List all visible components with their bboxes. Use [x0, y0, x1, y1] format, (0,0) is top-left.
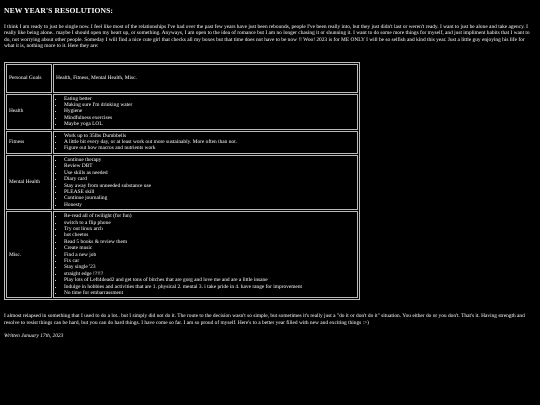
- list-item: • switch to a flip phone: [64, 220, 355, 226]
- list-item: • Find a new job: [64, 252, 355, 258]
- table-row: [6, 131, 358, 154]
- list-item: • straight edge !?!!?: [64, 271, 355, 277]
- list-item: • Eating better: [64, 96, 355, 102]
- table-row: [6, 94, 358, 130]
- list-item: • Fix car: [64, 258, 355, 264]
- list-item: • Stay single '23: [64, 264, 355, 270]
- list-item: • Mindfulness exercises: [64, 115, 355, 121]
- list-item: • Read 5 books & review them: [64, 239, 355, 245]
- table-header-row: [6, 64, 358, 93]
- goal-list: [56, 157, 355, 208]
- goals-table: [4, 62, 360, 301]
- items-cell: [53, 131, 358, 154]
- list-item: • PLEASE skill: [64, 189, 355, 195]
- list-item: • Work up to 35lbs Dumbbells: [64, 133, 355, 139]
- items-cell: [53, 94, 358, 130]
- signature: Written January 17th, 2023: [4, 333, 64, 340]
- goal-list: [56, 213, 355, 296]
- header-value-cell: Health, Fitness, Mental Health, Misc.: [53, 64, 358, 93]
- list-item: • Re-read all of twilight (for fun): [64, 213, 355, 219]
- items-cell: [53, 211, 358, 298]
- list-item: • Hygiene: [64, 108, 355, 114]
- list-item: • Honesty: [64, 202, 355, 208]
- list-item: • Try out linux arch: [64, 226, 355, 232]
- category-cell: Misc.: [6, 211, 52, 298]
- intro-paragraph: I think I am ready to just be single now. I feel like most of the relationships I've had over the past few years have just been rebounds, people I've been really into, but they just didn't last or weren't ready. I want to just be alone and take agency. I really like being alone.. maybe I should open my heart up, or something. Anyways, I am open to the idea of romance but I am no longer chasing it or shunning it. I want to do some more things for myself, and just impliment habits that I want to do, not worrying about other people. Someday I will find a nice cute girl that checks all my boxes but that time does not have to be now !! Woo! 2023 is for ME ONLY I will be so selfish and kind this year. Just a little guy enjoying his life for what it is, nothing more to it. Here they are:: [4, 24, 530, 50]
- list-item: • Indulge in hobbies and activities that are 1. physical 2. mental 3. i take pride in 4. have range for improvement: [64, 284, 355, 290]
- list-item: • Continue journaling: [64, 195, 355, 201]
- list-item: • Play lots of Left4dead2 and get tons of bitches that are gorg and love me and are a little insane: [64, 277, 355, 283]
- page-title: NEW YEAR'S RESOLUTIONS:: [4, 6, 114, 15]
- list-item: • Review DBT: [64, 163, 355, 169]
- list-item: • Create music: [64, 245, 355, 251]
- outro-paragraph: I almost relapsed in something that I used to do a lot.. but I simply did not do it. The route to the decision wasn't so simple, but sometimes it's really just a "do it or don't do it" situation. You either do or you don't. That's it. Having strength and resolve to resist things can be hard, but you can do hard things. I have come so far. I am so proud of myself. Here's to a better year filled with new and exciting things :>): [4, 313, 525, 326]
- list-item: • Diary card: [64, 176, 355, 182]
- list-item: • Making sure I'm drinking water: [64, 102, 355, 108]
- goal-list: [56, 96, 355, 128]
- category-cell: Fitness: [6, 131, 52, 154]
- list-item: • A little bit every day, or at least work out more sustainably. More often than not.: [64, 139, 355, 145]
- table-row: [6, 155, 358, 210]
- items-cell: [53, 155, 358, 210]
- list-item: • Use skills as needed: [64, 170, 355, 176]
- table-row: [6, 211, 358, 298]
- goal-list: [56, 133, 355, 152]
- list-item: • Continue therapy: [64, 157, 355, 163]
- list-item: • Stay away from unneeded substance use: [64, 183, 355, 189]
- list-item: • Maybe yoga LOL: [64, 121, 355, 127]
- category-cell: Mental Health: [6, 155, 52, 210]
- list-item: • Figure out how macros and nutrients work: [64, 145, 355, 151]
- category-cell: Health: [6, 94, 52, 130]
- list-item: • No time for embarrassment: [64, 290, 355, 296]
- list-item: • hot cheetos: [64, 232, 355, 238]
- header-label-cell: Personal Goals: [6, 64, 52, 93]
